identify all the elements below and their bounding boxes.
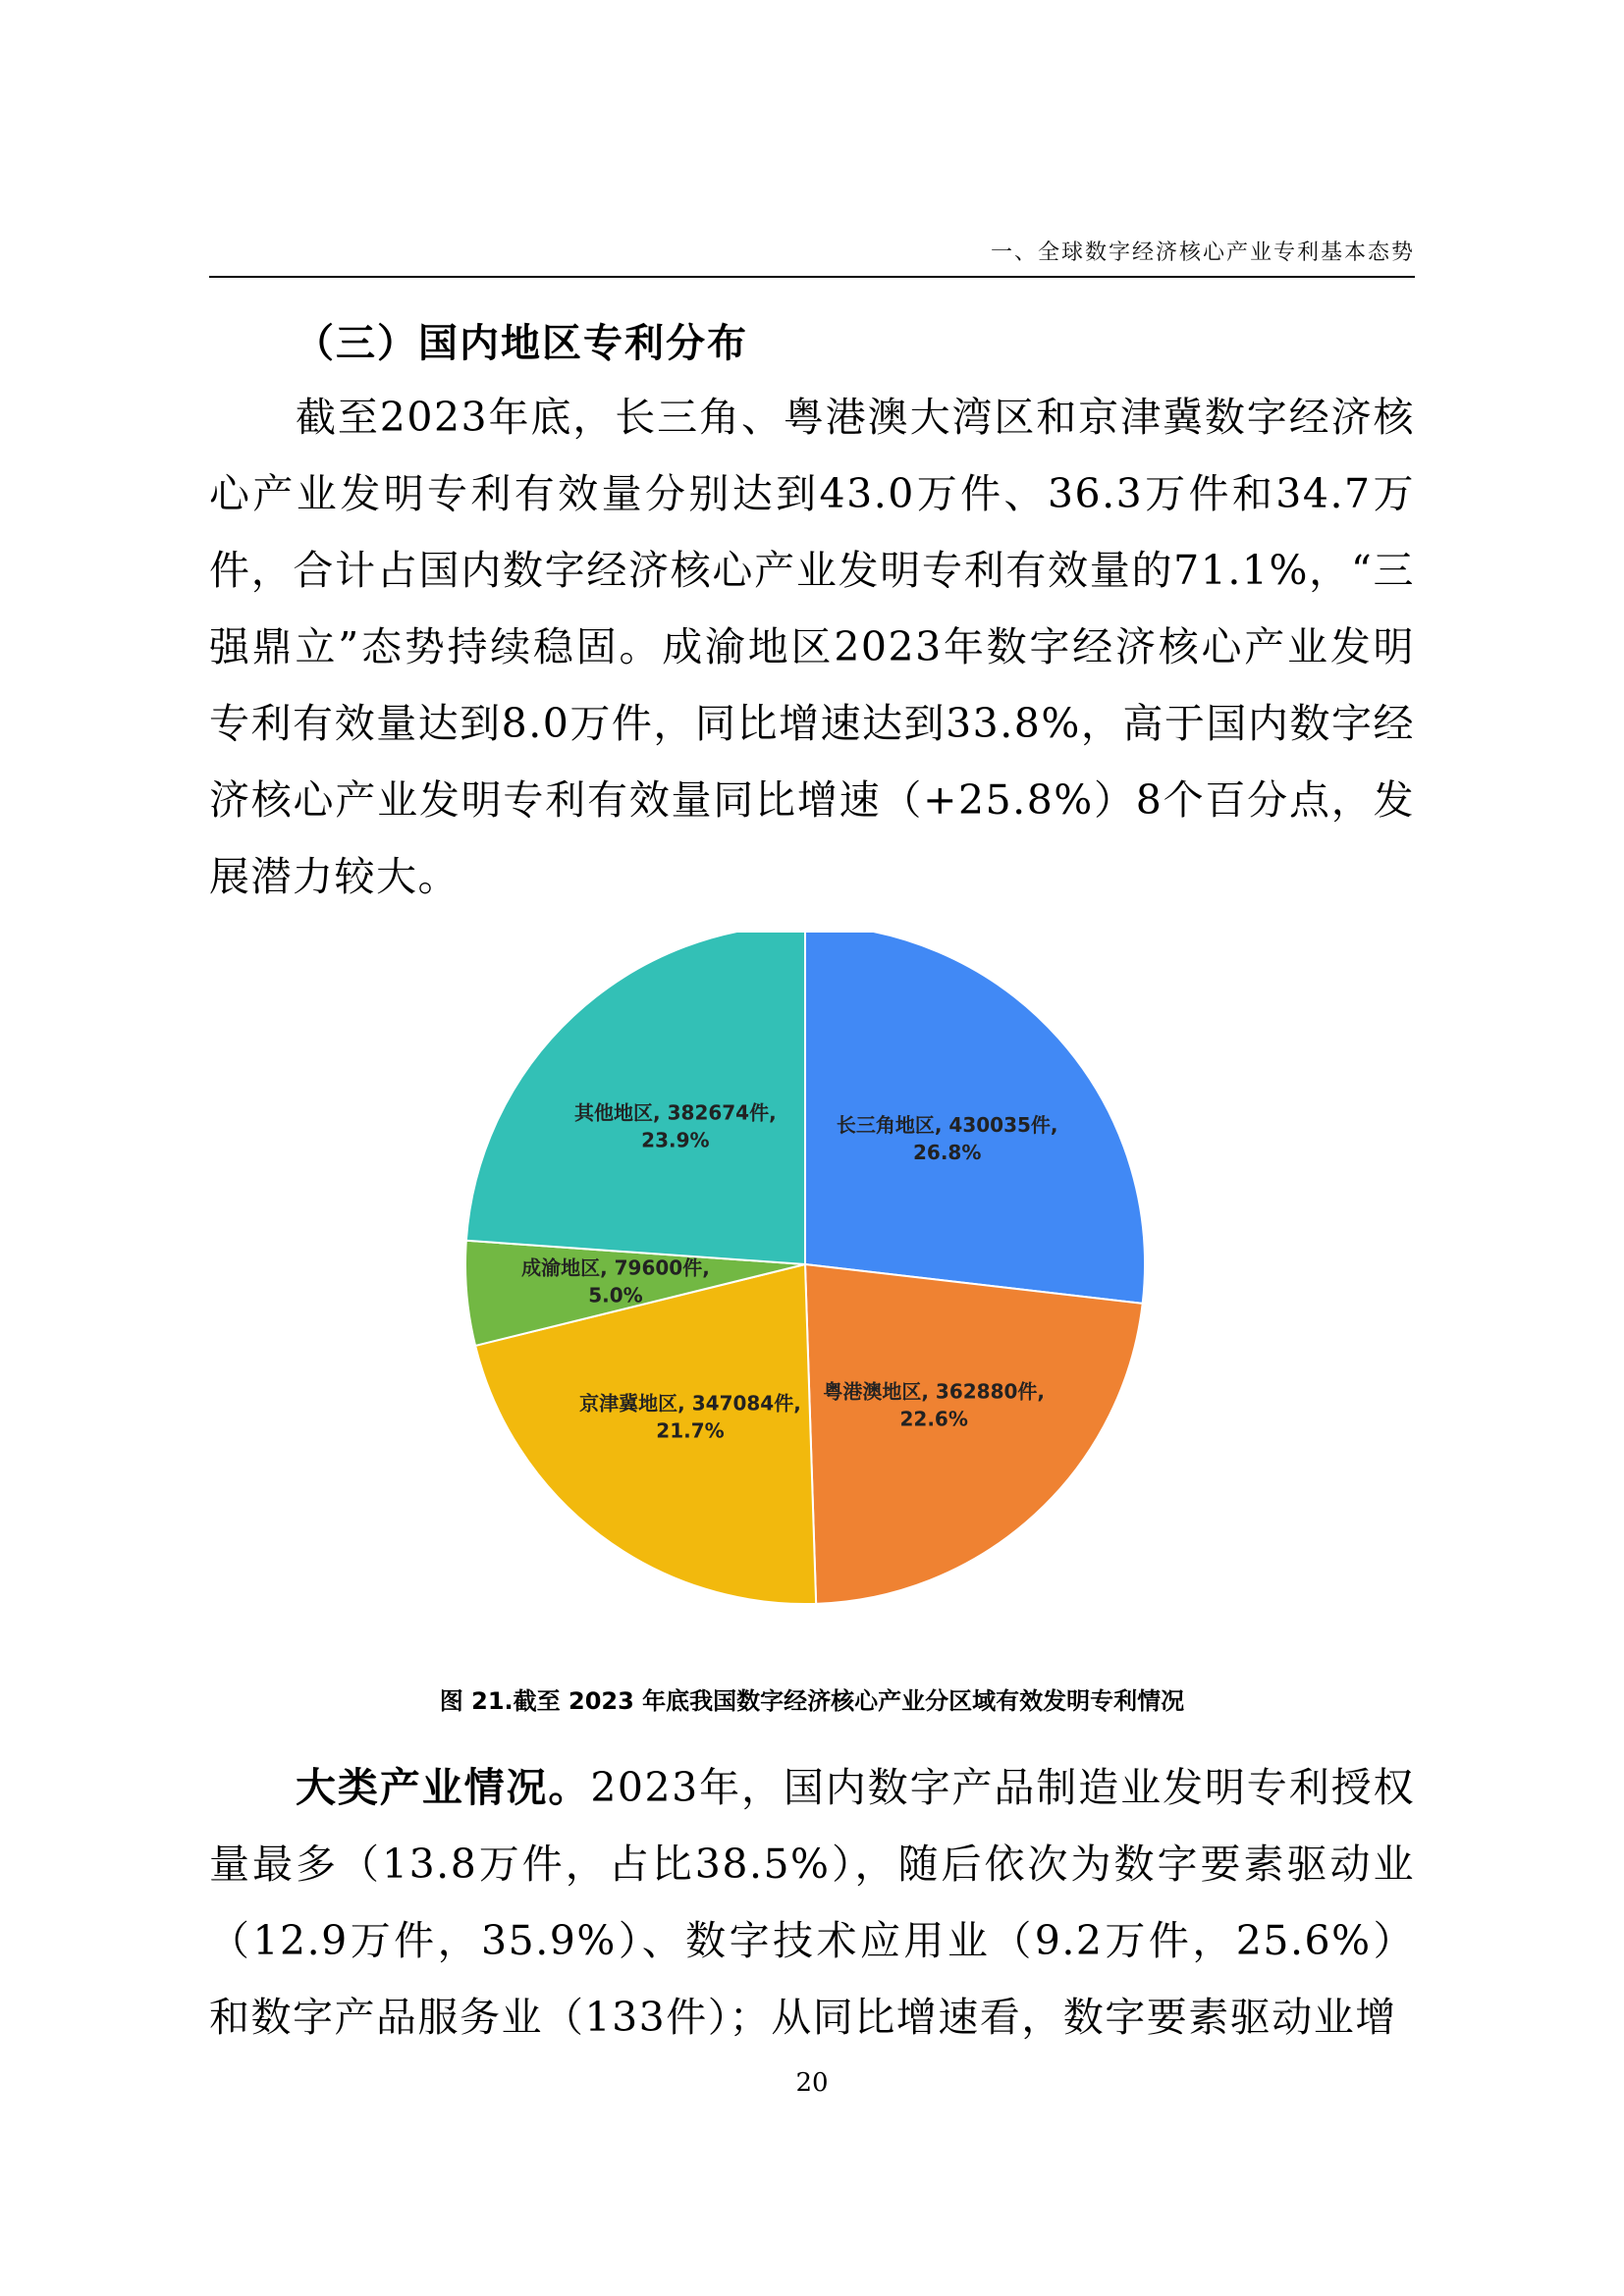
pie-slice-pct-2: 21.7%: [656, 1418, 725, 1443]
pie-slice-label-4: 其他地区, 382674件,: [574, 1100, 777, 1125]
paragraph-lead: 大类产业情况。: [296, 1764, 591, 1811]
pie-chart-svg: [0, 933, 1624, 1659]
section-heading: （三）国内地区专利分布: [295, 321, 748, 366]
figure-caption-prefix: 图 21.: [439, 1687, 514, 1715]
header-rule: [209, 276, 1415, 278]
figure-caption-text: 截至 2023 年底我国数字经济核心产业分区域有效发明专利情况: [513, 1687, 1185, 1715]
pie-slice-4: [466, 933, 805, 1264]
body-paragraph-1: 截至2023年底，长三角、粤港澳大湾区和京津冀数字经济核心产业发明专利有效量分别达到43.0万件、36.3万件和34.7万件，合计占国内数字经济核心产业发明专利有效量的71.1%，“三强鼎立”态势持续稳固。成渝地区2023年数字经济核心产业发明专利有效量达到8.0万件，同比增速达到33.8%，高于国内数字经济核心产业发明专利有效量同比增速（+25.8%）8个百分点，发展潜力较大。: [209, 394, 1415, 900]
paragraph-text: 2023年，国内数字产品制造业发明专利授权量最多（13.8万件，占比38.5%），随后依次为数字要素驱动业（12.9万件，35.9%）、数字技术应用业（9.2万件，25.6%）和数字产品服务业（133件）；从同比增速看，数字要素驱动业增: [209, 1764, 1416, 2041]
pie-slice-pct-3: 5.0%: [588, 1283, 643, 1308]
pie-slice-label-0: 长三角地区, 430035件,: [836, 1113, 1058, 1138]
pie-slice-label-3: 成渝地区, 79600件,: [521, 1255, 710, 1280]
pie-slice-pct-0: 26.8%: [912, 1141, 982, 1165]
body-paragraph-2: [209, 1749, 1415, 2056]
pie-slice-label-2: 京津冀地区, 347084件,: [579, 1391, 801, 1415]
page-number: 20: [795, 2068, 829, 2098]
running-header: 一、全球数字经济核心产业专利基本态势: [990, 240, 1415, 265]
figure-caption: [0, 1682, 1624, 1716]
pie-slice-1: [805, 1264, 1143, 1604]
pie-chart: [0, 933, 1624, 1659]
pie-slice-pct-4: 23.9%: [641, 1128, 710, 1152]
pie-slice-label-1: 粤港澳地区, 362880件,: [823, 1379, 1046, 1404]
pie-slice-pct-1: 22.6%: [899, 1407, 968, 1431]
